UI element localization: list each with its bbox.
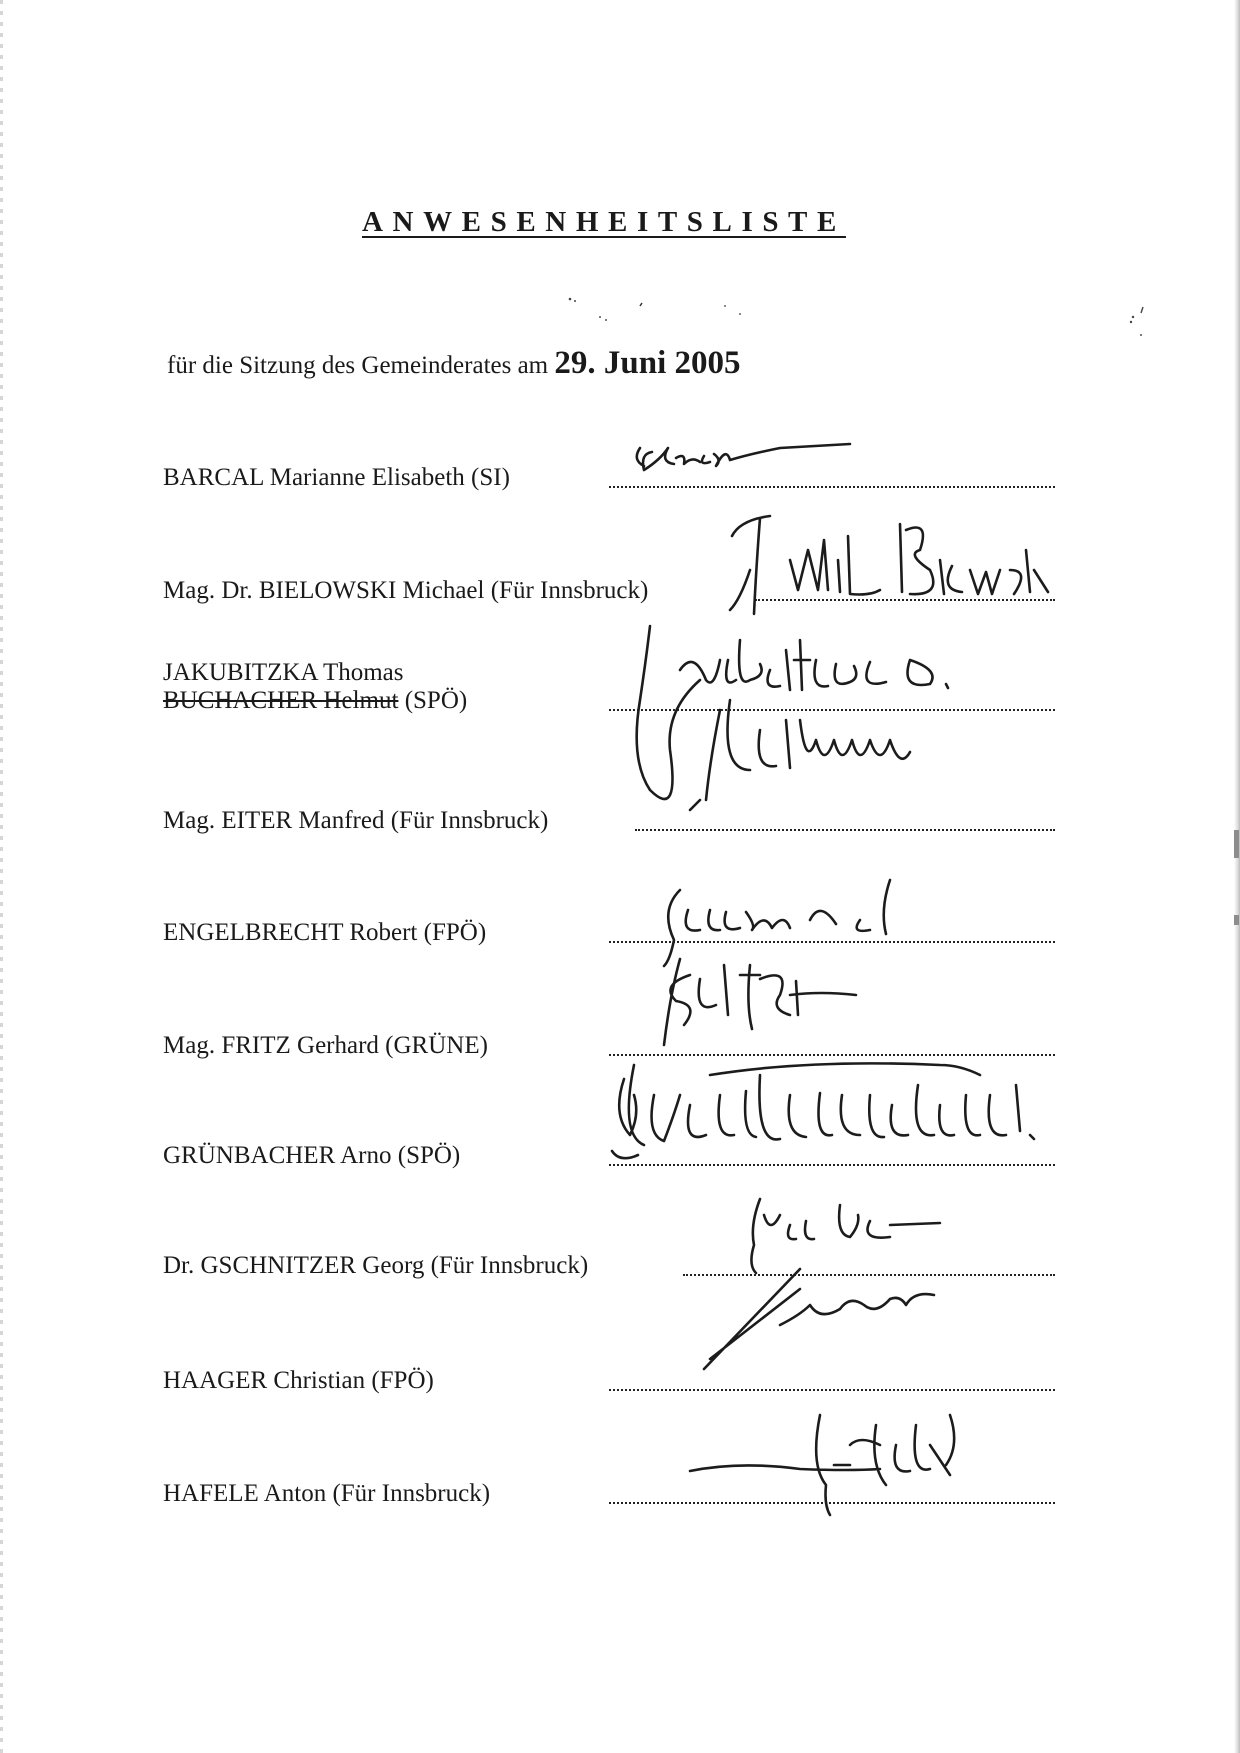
signature-line — [635, 829, 1055, 831]
signature-line — [609, 1389, 1055, 1391]
attendee-row — [163, 1245, 1055, 1285]
attendee-name: Mag. Dr. BIELOWSKI Michael (Für Innsbruck) — [163, 577, 649, 605]
attendee-row — [163, 912, 1055, 952]
replaced-attendee-name: BUCHACHER Helmut — [163, 687, 399, 715]
scan-edge-left — [0, 0, 3, 1753]
attendee-name: ENGELBRECHT Robert (FPÖ) — [163, 919, 487, 947]
signature-line — [609, 486, 1055, 488]
attendee-row — [163, 1135, 1055, 1175]
attendee-row — [163, 1025, 1055, 1065]
attendee-row — [163, 1473, 1055, 1513]
attendee-row — [163, 570, 1055, 610]
scan-specks — [560, 292, 790, 332]
scan-edge-right — [1234, 0, 1240, 1753]
attendee-name-block — [163, 659, 467, 717]
scan-artifact — [1234, 915, 1239, 925]
meeting-line — [167, 345, 741, 382]
document-title: ANWESENHEITSLISTE — [362, 206, 846, 238]
signature-line — [609, 1164, 1055, 1166]
attendee-row — [163, 1360, 1055, 1400]
signature-line — [755, 599, 1055, 601]
attendee-row — [163, 457, 1055, 497]
attendee-name: BARCAL Marianne Elisabeth (SI) — [163, 464, 510, 492]
scan-artifact — [1234, 830, 1239, 858]
attendee-name: Mag. FRITZ Gerhard (GRÜNE) — [163, 1032, 488, 1060]
attendee-name: JAKUBITZKA Thomas — [163, 658, 404, 686]
signature-line — [683, 1274, 1055, 1276]
scan-specks — [1125, 305, 1155, 345]
attendee-name: Dr. GSCHNITZER Georg (Für Innsbruck) — [163, 1252, 589, 1280]
signature-3 — [610, 620, 1050, 820]
meeting-date: 29. Juni 2005 — [554, 345, 741, 381]
attendee-name: GRÜNBACHER Arno (SPÖ) — [163, 1142, 461, 1170]
signature-line — [609, 709, 1055, 711]
signature-line — [609, 1054, 1055, 1056]
attendee-row — [163, 658, 1055, 720]
attendee-name: HAAGER Christian (FPÖ) — [163, 1367, 434, 1395]
attendee-name: Mag. EITER Manfred (Für Innsbruck) — [163, 807, 549, 835]
signature-line — [609, 1502, 1055, 1504]
attendee-party: (SPÖ) — [404, 687, 468, 715]
attendee-name: HAFELE Anton (Für Innsbruck) — [163, 1480, 491, 1508]
signature-line — [609, 941, 1055, 943]
attendee-row — [163, 800, 1055, 840]
meeting-label: für die Sitzung des Gemeinderates am — [167, 352, 549, 379]
